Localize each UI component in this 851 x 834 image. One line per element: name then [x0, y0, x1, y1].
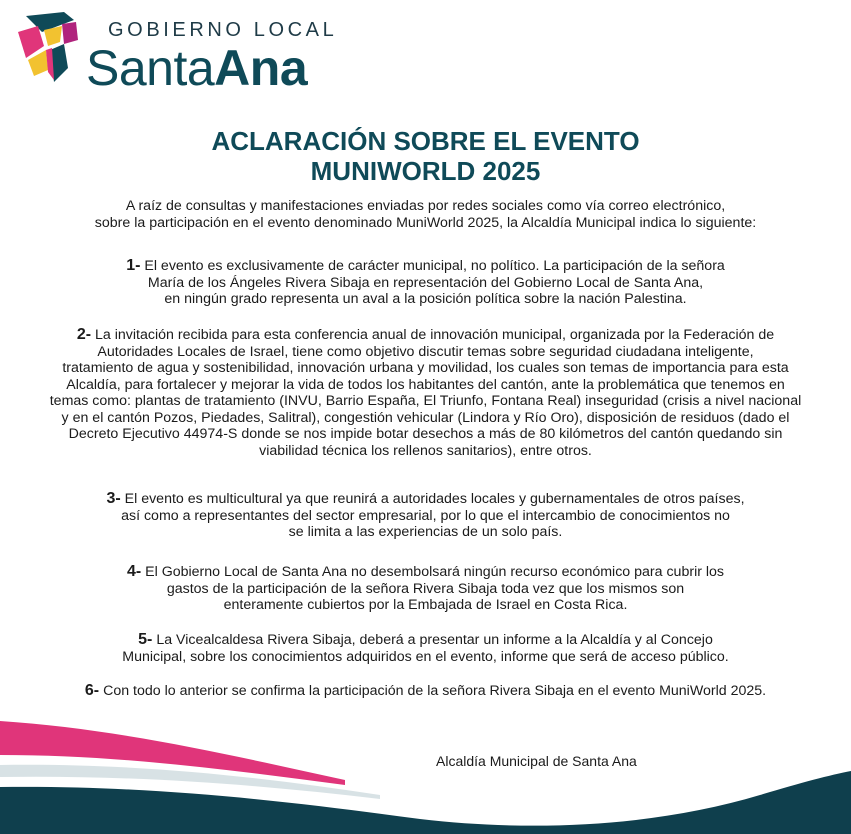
point-line: La Vicealcaldesa Rivera Sibaja, deberá a presentar un informe a la Alcaldía y al Concejo	[156, 632, 713, 648]
point-line: gastos de la participación de la señora Rivera Sibaja toda vez que los mismos son	[166, 580, 685, 597]
logo-name	[86, 40, 307, 96]
santa-ana-logo	[18, 10, 378, 96]
point-line: enteramente cubiertos por la Embajada de Israel en Costa Rica.	[223, 597, 628, 613]
logo-name-light: Santa	[86, 40, 215, 96]
title-line-1: ACLARACIÓN SOBRE EL EVENTO	[211, 126, 640, 156]
intro-paragraph	[0, 198, 851, 231]
point-line: Con todo lo anterior se confirma la participación de la señora Rivera Sibaja en el evento MuniWorld 2025.	[103, 683, 767, 699]
signature: Alcaldía Municipal de Santa Ana	[436, 753, 637, 769]
point-line: en ningún grado representa un aval a la posición política sobre la nación Palestina.	[164, 291, 687, 307]
point-line: Alcaldía, para fortalecer y mejorar la vida de todos los habitantes del cantón, ante la problemática que tenemos en	[66, 376, 785, 393]
point-4	[0, 564, 851, 614]
point-line: temas como: plantas de tratamiento (INVU, Barrio España, El Triunfo, Fontana Real) inseguridad (crisis a nivel nacional	[49, 393, 802, 409]
point-line: tratamiento de agua y sostenibilidad, innovación urbana y movilidad, los cuales son temas de importancia para esta	[62, 360, 789, 376]
point-line: viabilidad técnica los rellenos sanitarios), entre otros.	[259, 442, 592, 459]
point-number: 6-	[84, 682, 100, 699]
intro-line: A raíz de consultas y manifestaciones enviadas por redes sociales como vía correo electrónico,	[125, 198, 726, 214]
title-line-2: MUNIWORLD 2025	[310, 156, 541, 186]
point-line: El evento es multicultural ya que reunirá a autoridades locales y gubernamentales de otros países,	[124, 491, 745, 507]
point-number: 2-	[76, 326, 92, 343]
point-line: El evento es exclusivamente de carácter municipal, no político. La participación de la señora	[144, 258, 725, 274]
point-line: María de los Ángeles Rivera Sibaja en representación del Gobierno Local de Santa Ana,	[147, 274, 704, 291]
point-number: 5-	[138, 631, 153, 648]
point-1	[0, 258, 851, 308]
point-line: La invitación recibida para esta conferencia anual de innovación municipal, organizada por la Federación de	[95, 327, 775, 343]
point-line: y en el cantón Pozos, Piedades, Salitral), congestión vehicular (Lindora y Río Oro), disposición de residuos (dado el	[61, 409, 790, 426]
logo-subtitle: GOBIERNO LOCAL	[108, 19, 338, 41]
point-number: 4-	[126, 563, 142, 580]
point-line: Municipal, sobre los conocimientos adquiridos en el evento, informe que será de acceso público.	[122, 648, 729, 665]
point-number: 3-	[106, 490, 121, 507]
point-3	[0, 491, 851, 541]
point-line: se limita a las experiencias de un solo país.	[288, 524, 563, 540]
point-line: Autoridades Locales de Israel, tiene como objetivo discutir temas sobre seguridad ciudadana inteligente,	[97, 343, 754, 360]
point-5	[0, 632, 851, 665]
page-title	[0, 126, 851, 186]
logo-mark-icon	[18, 10, 82, 88]
point-line: Decreto Ejecutivo 44974-S donde se nos impide botar desechos a más de 80 kilómetros del cantón quedando sin	[68, 426, 783, 442]
point-line: El Gobierno Local de Santa Ana no desembolsará ningún recurso económico para cubrir los	[145, 564, 725, 580]
logo-name-bold: Ana	[214, 40, 308, 96]
point-line: así como a representantes del sector empresarial, por lo que el intercambio de conocimientos no	[121, 507, 730, 524]
intro-line: sobre la participación en el evento denominado MuniWorld 2025, la Alcaldía Municipal indica lo siguiente:	[94, 214, 757, 231]
point-6	[0, 683, 851, 700]
point-number: 1-	[126, 257, 141, 274]
point-2	[0, 327, 851, 459]
footer-wave-decoration	[0, 715, 851, 834]
